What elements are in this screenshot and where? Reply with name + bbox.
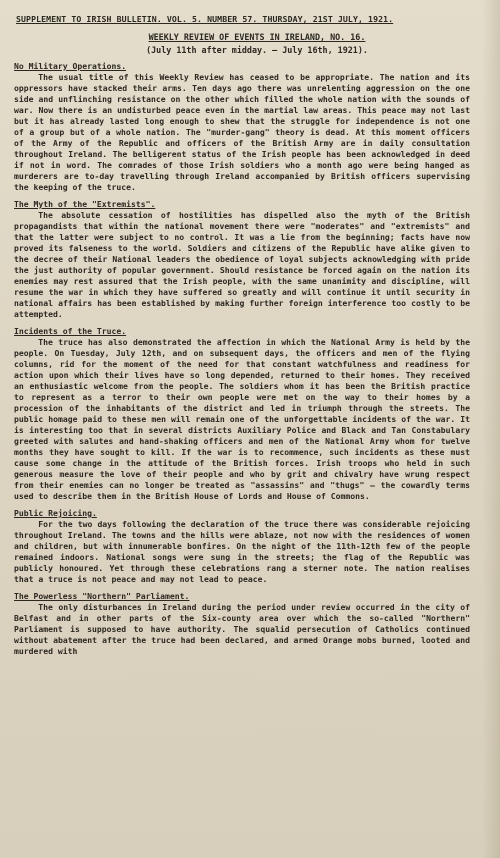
section-heading: The Myth of the "Extremists". <box>14 199 156 209</box>
section-heading: The Powerless "Northern" Parliament. <box>14 591 190 601</box>
section-myth-of-extremists <box>14 199 470 320</box>
section-text: The truce has also demonstrated the affection in which the National Army is held by the people. On Tuesday, July 12th, and on subsequent days, the officers and men of the flying columns, rid for the moment of the need for that constant watchfulness and readiness for action upon which their lives have so long depended, returned to their homes. They received an enthusiastic welcome from the people. The soldiers whom it has been the British practice to represent as a terror to their own people were met on the way to their homes by a procession of the inhabitants of the district and led in triumph through the streets. The public homage paid to these men will remain one of the unforgettable incidents of the war. It is interesting too that in several districts Auxiliary Police and Black and Tan Constabulary greeted with salutes and hand-shaking officers and men of the National Army whom for twelve months they have sought to kill. If the war is to recommence, such incidents as these must cause some change in the attitude of the British forces. Irish troops who held in such generous measure the love of their people and who by grit and chivalry have wrung respect from their enemies can no longer be treated as "assassins" and "thugs" — the cowardly terms used to describe them in the British House of Lords and House of Commons. <box>14 337 470 501</box>
section-text: The only disturbances in Ireland during the period under review occurred in the city of Belfast and in other parts of the Six-county area over which the so-called "Northern" Parliament is supposed to have authority. The squalid persecution of Catholics continued without abatement after the truce had been declared, and armed Orange mobs burned, looted and murdered with <box>14 602 470 656</box>
section-heading: Public Rejoicing. <box>14 508 97 518</box>
page-edge-shadow <box>482 0 500 858</box>
section-northern-parliament <box>14 591 470 657</box>
section-public-rejoicing <box>14 508 470 585</box>
section-heading: No Military Operations. <box>14 61 127 71</box>
review-dates: (July 11th after midday. — July 16th, 1921). <box>146 45 368 55</box>
section-text: The absolute cessation of hostilities has dispelled also the myth of the British propagandists that within the national movement there were "moderates" and "extremists" and that the latter were subject to no control. It was a lie from the beginning; facts have now proved its falseness to the world. Soldiers and citizens of the Republic have alike given to the decree of their National leaders the obedience of loyal subjects acknowledging with pride the just authority of popular government. Should resistance be forced again on the nation its enemies may rest assured that the Irish people, with the same unanimity and discipline, will resume the war in which they have suffered so greatly and will continue it until security in national affairs has been established by making further foreign interference too costly to be attempted. <box>14 210 470 319</box>
section-heading: Incidents of the Truce. <box>14 326 127 336</box>
review-title: WEEKLY REVIEW OF EVENTS IN IRELAND, NO. 16. <box>148 32 366 42</box>
section-text: The usual title of this Weekly Review has ceased to be appropriate. The nation and its oppressors have stacked their arms. Ten days ago there was unrelenting aggression on the one side and unflinching resistance on the other which filled the whole nation with the sounds of war. Now there is an undisturbed peace even in the martial law areas. This peace may not last but it has already lasted long enough to shew that the struggle for independence is not one of a group but of a whole nation. The "murder-gang" theory is dead. At this moment officers of the Army of the Republic and officers of the British Army are in daily consultation throughout Ireland. The belligerent status of the Irish people has been acknowledged in deed if not in word. The comrades of those Irish soldiers who a month ago were being hanged as murderers are to-day travelling through Ireland accompanied by British officers supervising the keeping of the truce. <box>14 72 470 192</box>
bulletin-header: SUPPLEMENT TO IRISH BULLETIN. VOL. 5. NUMBER 57. THURSDAY, 21ST JULY, 1921. <box>16 14 394 24</box>
section-no-military-operations <box>14 61 470 193</box>
section-incidents-of-truce <box>14 326 470 502</box>
section-text: For the two days following the declaration of the truce there was considerable rejoicing throughout Ireland. The towns and the hills were ablaze, not now with the residences of women and children, but with innumerable bonfires. On the night of the 11th-12th few of the people remained indoors. National songs were sung in the streets; the flag of the Republic was publicly honoured. Yet through these celebrations rang a sterner note. The nation realises that a truce is not peace and may not lead to peace. <box>14 519 470 584</box>
